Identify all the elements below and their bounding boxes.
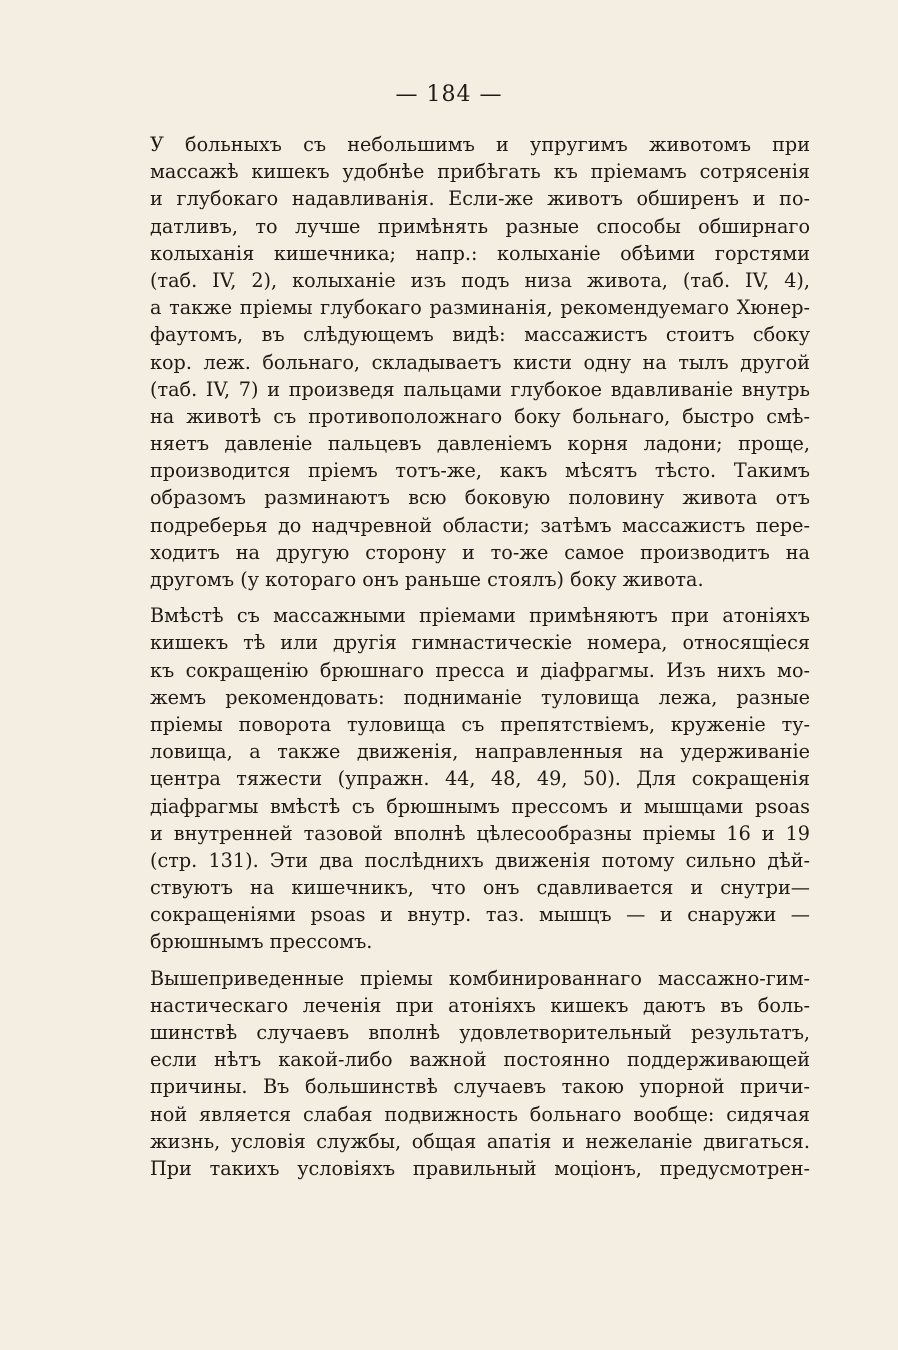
text-line: подреберья до надчревной области; затѣмъ массажистъ пере- <box>150 513 810 537</box>
text-line: (таб. IV, 2), колыханіе изъ подъ низа живота, (таб. IV, 4), <box>150 268 810 292</box>
text-line: (стр. 131). Эти два послѣднихъ движенія потому сильно дѣй- <box>150 848 810 872</box>
paragraph-2 <box>150 602 810 955</box>
text-line: жемъ рекомендовать: подниманіе туловища лежа, разные <box>150 685 810 709</box>
text-line: ловища, а также движенія, направленныя на удерживаніе <box>150 740 810 764</box>
text-line: датливъ, то лучше примѣнять разные способы обширнаго <box>150 214 810 238</box>
text-line: образомъ разминаютъ всю боковую половину живота отъ <box>150 486 810 510</box>
paragraph-gap <box>150 956 810 965</box>
text-line: кор. леж. больнаго, складываетъ кисти одну на тылъ другой <box>150 350 810 374</box>
text-line: пріемы поворота туловища съ препятствіемъ, круженіе ту- <box>150 712 810 736</box>
text-line: ходитъ на другую сторону и то-же самое производитъ на <box>150 540 810 564</box>
text-line: массажѣ кишекъ удобнѣе прибѣгать къ пріемамъ сотрясенія <box>150 160 810 184</box>
text-line: шинствѣ случаевъ вполнѣ удовлетворительный результатъ, <box>150 1021 810 1044</box>
text-line: настическаго леченія при атоніяхъ кишекъ даютъ въ боль- <box>150 993 810 1017</box>
text-line: колыханія кишечника; напр.: колыханіе обѣими горстями <box>150 241 810 265</box>
text-line: другомъ (у котораго онъ раньше стоялъ) боку живота. <box>150 568 704 591</box>
paragraph-3 <box>150 965 810 1183</box>
text-line: ствуютъ на кишечникъ, что онъ сдавливается и снутри— <box>150 876 810 900</box>
text-line: (таб. IV, 7) и произведя пальцами глубокое вдавливаніе внутрь <box>150 377 810 401</box>
text-line: и глубокаго надавливанія. Если-же животъ обширенъ и по- <box>150 187 810 211</box>
text-line: няетъ давленіе пальцевъ давленіемъ корня ладони; проще, <box>150 432 810 456</box>
text-line: центра тяжести (упражн. 44, 48, 49, 50). Для сокращенія <box>150 767 810 791</box>
text-line: ной является слабая подвижность больнаго вообще: сидячая <box>150 1102 810 1126</box>
text-line: къ сокращенію брюшнаго пресса и діафрагмы. Изъ нихъ мо- <box>150 658 810 682</box>
text-line: Вышеприведенные пріемы комбинированнаго массажно-гим- <box>150 966 810 990</box>
paragraph-gap <box>150 593 810 602</box>
text-line: на животѣ съ противоположнаго боку больнаго, быстро смѣ- <box>150 404 810 428</box>
page-number: — 184 — <box>395 82 503 107</box>
text-line: При такихъ условіяхъ правильный моціонъ, предусмотрен- <box>150 1156 810 1180</box>
text-line: діафрагмы вмѣстѣ съ брюшнымъ прессомъ и мышцами psoas <box>150 794 810 818</box>
text-line: У больныхъ съ небольшимъ и упругимъ животомъ при <box>150 133 810 156</box>
text-line: если нѣтъ какой-либо важной постоянно поддерживающей <box>150 1048 810 1072</box>
text-line: причины. Въ большинствѣ случаевъ такою упорной причи- <box>150 1075 810 1099</box>
text-line: а также пріемы глубокаго разминанія, рекомендуемаго Хюнер- <box>150 296 810 320</box>
body-text <box>150 131 810 1182</box>
text-line: производится пріемъ тотъ-же, какъ мѣсятъ тѣсто. Такимъ <box>150 459 810 483</box>
text-line: кишекъ тѣ или другія гимнастическіе номера, относящіеся <box>150 631 810 655</box>
text-line: жизнь, условія службы, общая апатія и нежеланіе двигаться. <box>150 1129 810 1153</box>
text-line: Вмѣстѣ съ массажными пріемами примѣняютъ при атоніяхъ <box>150 604 810 628</box>
paragraph-1 <box>150 131 810 593</box>
text-line: брюшнымъ прессомъ. <box>150 930 373 954</box>
text-line: и внутренней тазовой вполнѣ цѣлесообразны пріемы 16 и 19 <box>150 821 810 845</box>
text-line: сокращеніями psoas и внутр. таз. мышцъ — и снаружи — <box>150 903 810 927</box>
text-line: фаутомъ, въ слѣдующемъ видѣ: массажистъ стоитъ сбоку <box>150 323 810 347</box>
